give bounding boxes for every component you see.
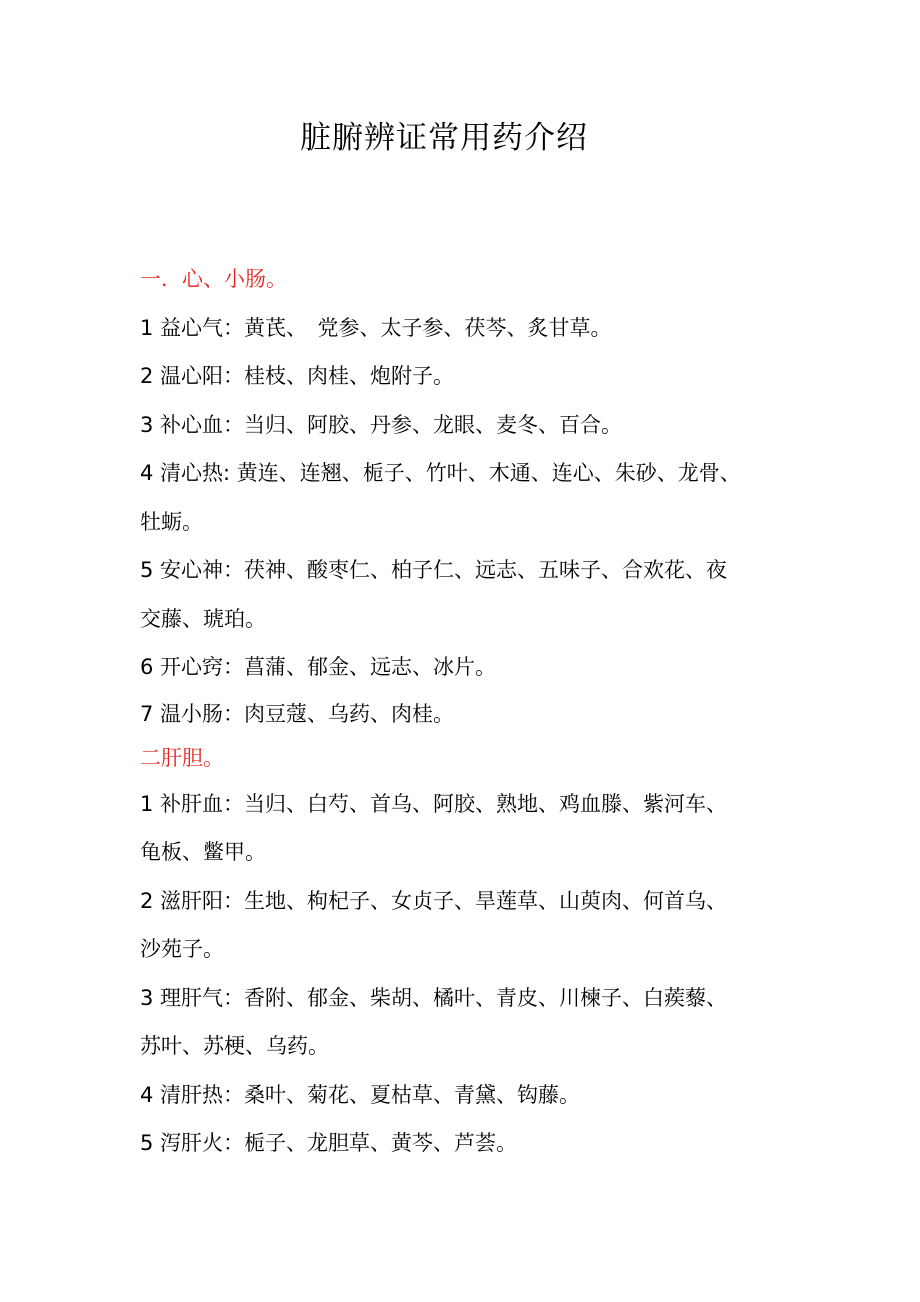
list-item-continuation: 牡蛎。 [140,509,203,534]
list-item: 5 泻肝火：栀子、龙胆草、黄芩、芦荟。 [140,1131,518,1155]
list-item: 1 益心气：黄芪、 党参、太子参、茯芩、炙甘草。 [140,315,612,340]
list-item: 2 滋肝阳：生地、枸杞子、女贞子、旱莲草、山萸肉、何首乌、 [140,888,728,913]
list-item: 3 补心血：当归、阿胶、丹参、龙眼、麦冬、百合。 [140,412,623,437]
list-item: 4 清心热: 黄连、连翘、栀子、竹叶、木通、连心、朱砂、龙骨、 [140,461,741,485]
document-body [140,255,788,1168]
list-item: 7 温小肠：肉豆蔻、乌药、肉桂。 [140,701,455,726]
list-item: 2 温心阳：桂枝、肉桂、炮附子。 [140,364,455,388]
list-item: 6 开心窍：菖蒲、郁金、远志、冰片。 [140,655,497,679]
list-item: 5 安心神：茯神、酸枣仁、柏子仁、远志、五味子、合欢花、夜 [140,558,728,582]
list-item: 4 清肝热：桑叶、菊花、夏枯草、青黛、钩藤。 [140,1082,581,1107]
document-title: 脏腑辨证常用药介绍 [300,120,588,156]
list-item-continuation: 交藤、琥珀。 [140,606,266,631]
list-item-continuation: 龟板、鳖甲。 [140,840,266,864]
section-heading-heart-small-intestine: 一．心、小肠。 [140,267,287,291]
section-heading-liver-gallbladder: 二肝胆。 [140,745,224,770]
list-item: 1 补肝血：当归、白芍、首乌、阿胶、熟地、鸡血滕、紫河车、 [140,791,728,816]
list-item: 3 理肝气：香附、郁金、柴胡、橘叶、青皮、川楝子、白蒺藜、 [140,985,728,1010]
list-item-continuation: 苏叶、苏梗、乌药。 [140,1034,329,1058]
list-item-continuation: 沙苑子。 [140,937,224,961]
